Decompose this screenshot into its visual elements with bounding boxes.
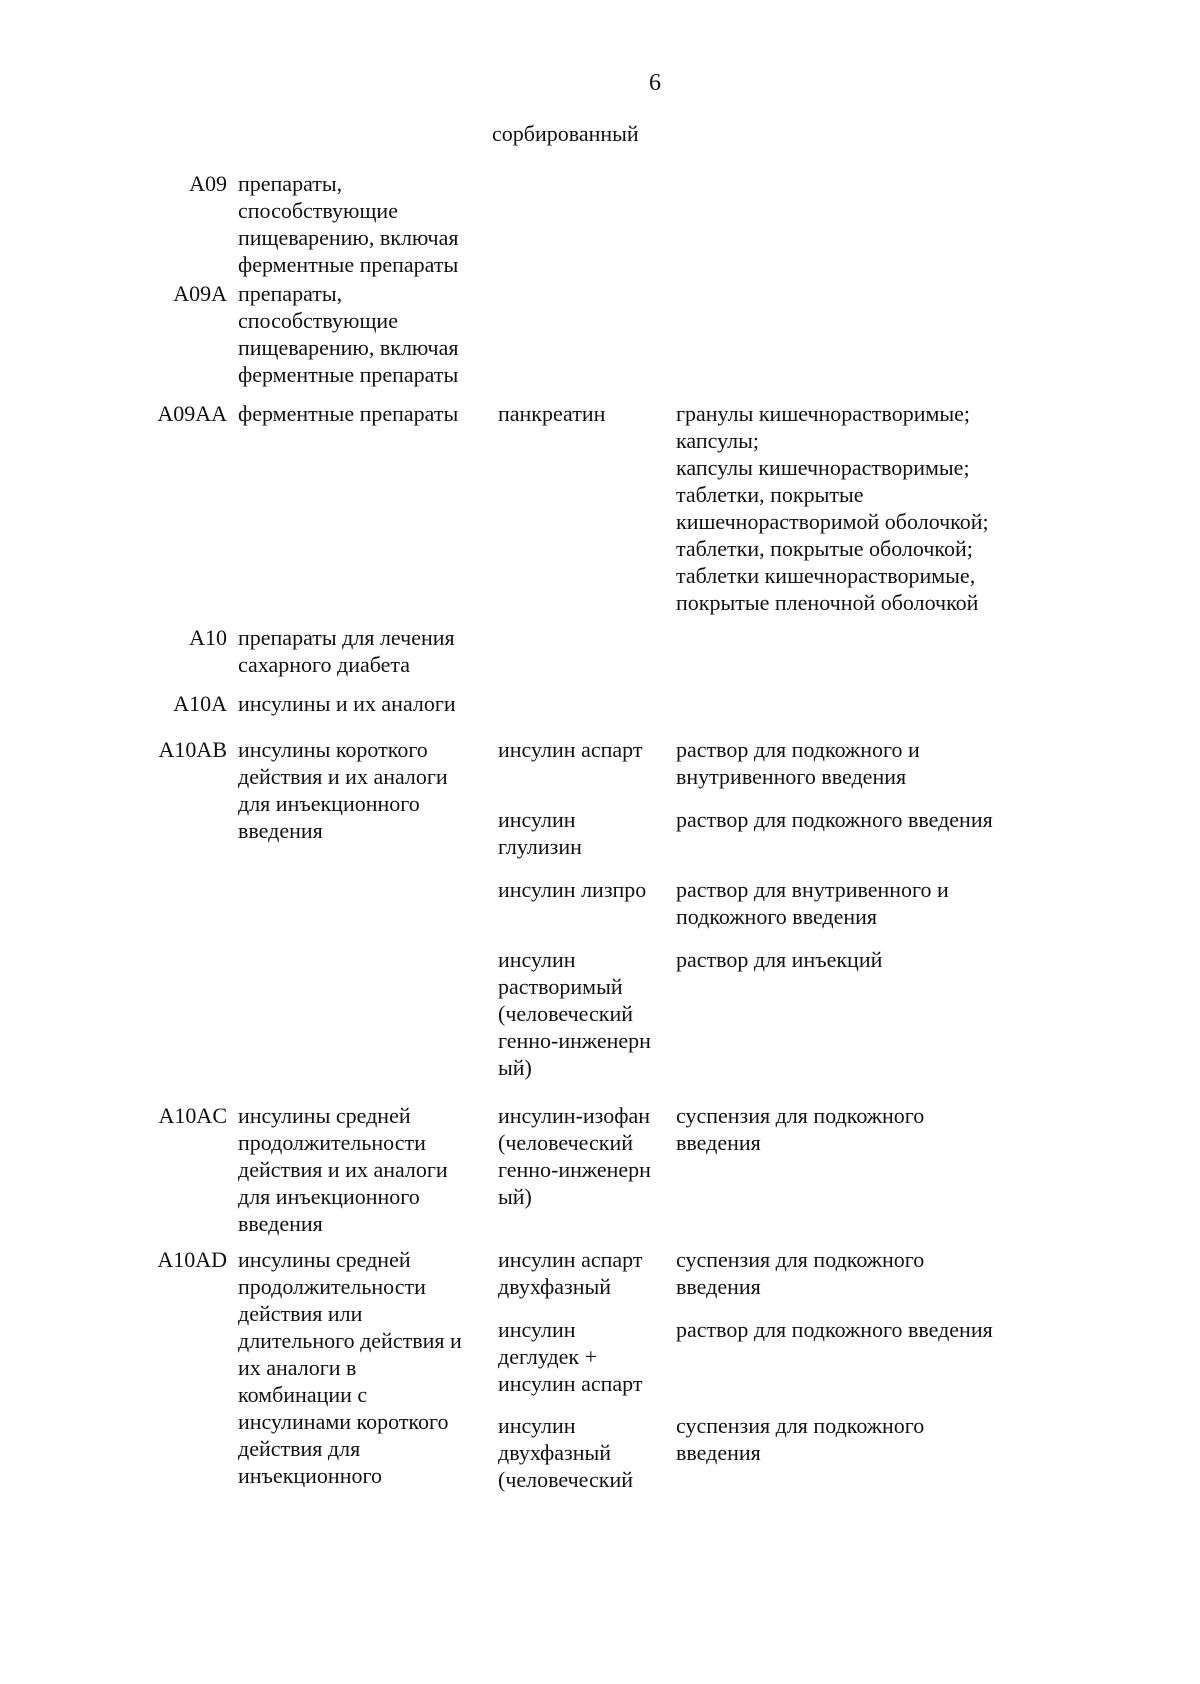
group-text-line: их аналоги в [238,1355,357,1380]
group-text-line: инсулины средней [238,1247,411,1272]
dosage-form-line: раствор для внутривенного и [676,877,949,902]
dosage-forms [676,1246,1176,1300]
atc-code: A09A [173,281,227,306]
group-text-line: способствующие [238,308,398,333]
dosage-form-line: раствор для подкожного и [676,737,920,762]
drug-name-line: инсулин [498,947,576,972]
drug-name-line: растворимый [498,974,623,999]
drug-name-line: двухфазный [498,1440,612,1465]
group-text-line: инсулины средней [238,1103,411,1128]
drug-name [498,946,673,1081]
dosage-form-line: введения [676,1440,761,1465]
drug-name [498,876,673,903]
dosage-form-line: гранулы кишечнорастворимые; [676,401,971,426]
group-text-line: сахарного диабета [238,652,411,677]
group-text-line: ферментные препараты [238,362,459,387]
drug-name-line: инсулин-изофан [498,1103,651,1128]
atc-code: A09AA [157,401,227,426]
group-text-line: комбинации с [238,1382,368,1407]
dosage-form-line: введения [676,1130,761,1155]
group-text-line: инъекционного [238,1463,382,1488]
drug-name-line: ый) [498,1184,532,1209]
drug-name-line: инсулин аспарт [498,737,643,762]
dosage-forms [676,736,1176,790]
dosage-form-line: суспензия для подкожного [676,1247,925,1272]
group-text-line: ферментные препараты [238,401,459,426]
drug-name [498,736,673,763]
anatomical-therapeutic-group [238,280,493,388]
group-text-line: препараты, [238,281,343,306]
dosage-form-line: суспензия для подкожного [676,1413,925,1438]
dosage-form-line: введения [676,1274,761,1299]
anatomical-therapeutic-group [238,170,493,278]
group-text-line: препараты, [238,171,343,196]
atc-code: A10 [189,625,227,650]
dosage-form-line: таблетки, покрытые [676,482,864,507]
atc-code: A10A [173,691,227,716]
dosage-form-line: раствор для подкожного введения [676,807,993,832]
drug-name-line: панкреатин [498,401,606,426]
group-text-line: действия и их аналоги [238,764,448,789]
atc-code: A10AC [158,1103,227,1128]
dosage-forms [676,1316,1176,1343]
dosage-form-line: капсулы кишечнорастворимые; [676,455,970,480]
group-text-line: введения [238,1211,323,1236]
drug-name-line: инсулин [498,1317,576,1342]
drug-name-line: (человеческий [498,1130,633,1155]
drug-name-line: инсулин [498,807,576,832]
drug-name [498,1316,673,1397]
drug-name-line: инсулин лизпро [498,877,647,902]
group-text-line: действия для [238,1436,361,1461]
group-text-line: продолжительности [238,1274,426,1299]
anatomical-therapeutic-group [238,736,493,844]
dosage-form-line: суспензия для подкожного [676,1103,925,1128]
group-text-line: инсулины и их аналоги [238,691,456,716]
dosage-form-line: покрытые пленочной оболочкой [676,590,979,615]
dosage-forms [676,806,1176,833]
drug-name-line: генно-инженерн [498,1028,651,1053]
anatomical-therapeutic-group [238,690,493,717]
group-text-line: инсулины короткого [238,737,428,762]
drug-name-line: инсулин аспарт [498,1371,643,1396]
drug-name-line: деглудек + [498,1344,598,1369]
dosage-form-line: таблетки кишечнорастворимые, [676,563,976,588]
atc-code: A10AD [157,1247,227,1272]
drug-name [498,1412,673,1493]
dosage-form-line: раствор для подкожного введения [676,1317,993,1342]
drug-name-line: (человеческий [498,1001,633,1026]
group-text-line: пищеварению, включая [238,335,459,360]
dosage-form-line: подкожного введения [676,904,878,929]
dosage-forms [676,876,1176,930]
drug-name-line: двухфазный [498,1274,612,1299]
dosage-forms [676,400,1176,616]
group-text-line: введения [238,818,323,843]
group-text-line: действия и их аналоги [238,1157,448,1182]
dosage-form-line: внутривенного введения [676,764,907,789]
group-text-line: пищеварению, включая [238,225,459,250]
continuation-text: сорбированный [492,121,639,146]
dosage-forms [676,946,1176,973]
dosage-forms [676,1412,1176,1466]
dosage-form-line: кишечнорастворимой оболочкой; [676,509,989,534]
drug-name-line: инсулин [498,1413,576,1438]
drug-name [498,806,673,860]
dosage-forms [676,1102,1176,1156]
drug-name [498,1102,673,1210]
dosage-form-line: раствор для инъекций [676,947,883,972]
anatomical-therapeutic-group [238,400,493,427]
atc-code: A09 [189,171,227,196]
group-text-line: ферментные препараты [238,252,459,277]
drug-name [498,1246,673,1300]
group-text-line: продолжительности [238,1130,426,1155]
group-text-line: действия или [238,1301,363,1326]
group-text-line: для инъекционного [238,791,420,816]
drug-name [498,400,673,427]
anatomical-therapeutic-group [238,624,493,678]
drug-name-line: инсулин аспарт [498,1247,643,1272]
group-text-line: для инъекционного [238,1184,420,1209]
drug-name-line: ый) [498,1055,532,1080]
group-text-line: способствующие [238,198,398,223]
anatomical-therapeutic-group [238,1246,493,1489]
group-text-line: препараты для лечения [238,625,455,650]
drug-name-line: глулизин [498,834,582,859]
dosage-form-line: капсулы; [676,428,759,453]
group-text-line: длительного действия и [238,1328,462,1353]
page-number: 6 [649,70,661,96]
anatomical-therapeutic-group [238,1102,493,1237]
drug-name-line: (человеческий [498,1467,633,1492]
group-text-line: инсулинами короткого [238,1409,449,1434]
drug-name-line: генно-инженерн [498,1157,651,1182]
atc-code: A10AB [158,737,227,762]
dosage-form-line: таблетки, покрытые оболочкой; [676,536,973,561]
